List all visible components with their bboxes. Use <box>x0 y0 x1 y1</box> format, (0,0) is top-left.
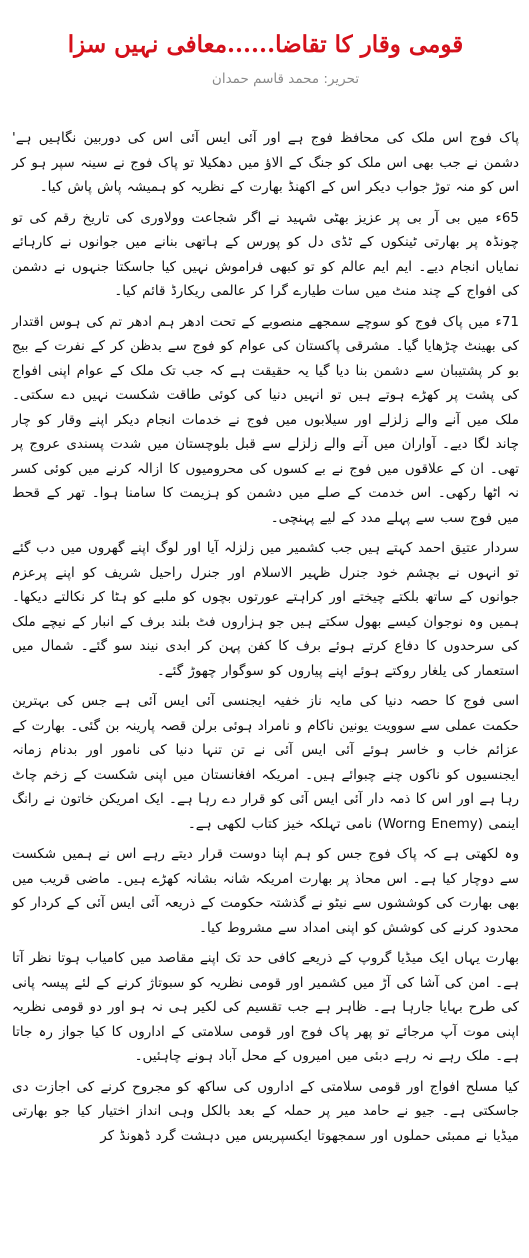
article-paragraph: وہ لکھتی ہے کہ پاک فوج جس کو ہم اپنا دوست قرار دیتے رہے اس نے ہمیں شکست سے دوچار کیا ہے۔ اس محاذ پر بھارت امریکہ شانہ بشانہ کھڑے ہیں۔ ماضی قریب میں بھی بھارت کی کوششوں سے نیٹو نے گذشتہ حکومت کے ذریعہ آئی ایس آئی کے کردار کو محدود کرنے کی کوشش کو اپنی امداد سے مشروط کیا۔ <box>12 846 519 936</box>
article-paragraph: اسی فوج کا حصہ دنیا کی مایہ ناز خفیہ ایجنسی آئی ایس آئی ہے جس کی بہترین حکمت عملی سے سوویت یونین ناکام و نامراد ہوئی برلن قصہ پارینہ بن گئی۔ بھارت کے عزائم خاب و خاسر ہوئے آئی ایس آئی نے تن تنہا دنیا کی نامور اور بدنام زمانہ ایجنسیوں کو ناکوں چنے چبوائے ہیں۔ امریکہ افغانستان میں اپنی شکست کے زخم چاٹ رہا ہے اور اس کا ذمہ دار آئی ایس آئی کو قرار دے رہا ہے۔ ایک امریکن خاتون نے رانگ اینمی (Worng Enemy) نامی تہلکہ خیز کتاب لکھی ہے۔ <box>12 693 519 832</box>
article-paragraph: پاک فوج اس ملک کی محافظ فوج ہے اور آئی ایس آئی اس کی دوربین نگاہیں ہے' دشمن نے جب بھی اس ملک کو جنگ کے الاؤ میں دھکیلا تو پاک فوج نے سینہ سپر ہو کر اس کو منہ توڑ جواب دیکر اس کے اکھنڈ بھارت کے نظریہ کو ہمیشہ پاش پاش کیا۔ <box>12 130 519 195</box>
article-title: قومی وقار کا تقاضا......معافی نہیں سزا <box>67 31 464 58</box>
article-paragraph: 65ء میں بی آر بی پر عزیز بھٹی شہید نے اگر شجاعت وولاوری کی تاریخ رقم کی تو چونڈہ پر بھارتی ٹینکوں کے ٹڈی دل کو پورس کے ہاتھی بنانے میں جوانوں نے کارہائے نمایاں انجام دیے۔ ایم ایم عالم کو تو کبھی فراموش نہیں کیا جاسکتا جنہوں نے دشمن کی افواج کے چند منٹ میں سات طیارے گرا کر عالمی ریکارڈ قائم کیا۔ <box>12 209 519 299</box>
article-paragraph: بھارت یہاں ایک میڈیا گروپ کے ذریعے کافی حد تک اپنے مقاصد میں کامیاب ہوتا نظر آتا ہے۔ امن کی آشا کی آڑ میں کشمیر اور قومی نظریہ کو سبوتاژ کرنے کے لئے پیسہ پانی کی طرح بہایا جارہا ہے۔ ظاہر ہے جب تقسیم کی لکیر ہی نہ ہو اور دو قومی نظریہ اپنی موت آپ مرجائے تو پھر پاک فوج اور قومی سلامتی کے اداروں کا کیا جواز رہ جاتا ہے۔ ملک رہے نہ رہے دبئی میں امیروں کے محل آباد ہونے چاہئیں۔ <box>12 950 519 1064</box>
article-byline: تحریر: محمد قاسم حمدان <box>211 71 360 87</box>
article-paragraph: سردار عتیق احمد کہتے ہیں جب کشمیر میں زلزلہ آیا اور لوگ اپنے گھروں میں دب گئے تو انہوں نے بچشم خود جنرل ظہیر الاسلام اور جنرل راحیل شریف کو اپنے پرعزم جوانوں کے ساتھ بلکتے چیختے اور کراہتے عورتوں بچوں کو ملبے کو ہٹا کر نکالتے دیکھا۔ ہمیں وہ نوجوان کیسے بھول سکتے ہیں جو ہزاروں فٹ بلند برف کے انبار کے نیچے ملک کی سرحدوں کا دفاع کرتے ہوئے برف کا کفن پہن کر ابدی نیند سو گئے۔ شمال میں استعمار کی یلغار روکتے ہوئے اپنے پیاروں کو سوگوار چھوڑ گئے۔ <box>12 540 519 679</box>
article-paragraph: کیا مسلح افواج اور قومی سلامتی کے اداروں کی ساکھ کو مجروح کرنے کی اجازت دی جاسکتی ہے۔ جیو نے حامد میر پر حملہ کے بعد بالکل وہی انداز اختیار کیا جو بھارتی میڈیا نے ممبئی حملوں اور سمجھوتا ایکسپریس میں دہشت گرد ڈھونڈ کر <box>12 1078 519 1144</box>
article-paragraph: 71ء میں پاک فوج کو سوچے سمجھے منصوبے کے تحت ادھر ہم ادھر تم کی ہوس اقتدار کی بھینٹ چڑھایا گیا۔ مشرقی پاکستان کی عوام کو فوج سے بدظن کر کے نفرت کے بیج بو کر پشتیبان سے دشمن بنا دیا گیا یہ حقیقت ہے کہ جب تک ملک کے عوام اپنی افواج کی پشت پر کھڑے ہوتے ہیں تو انہیں دنیا کی کوئی طاقت شکست نہیں دے سکتی۔ ملک میں آنے والے زلزلے اور سیلابوں میں فوج نے خدمات انجام دیکر اپنے وقار کو چار چاند لگا دیے۔ آواران میں آنے والے زلزلے سے قبل بلوچستان میں شدت پسندی عروج پر تھی۔ ان کے علاقوں میں فوج نے بے کسوں کی محرومیوں کا ازالہ کرنے میں کوئی کسر نہ اٹھا رکھی۔ اس خدمت کے صلے میں دشمن کو ہزیمت کا سامنا ہوا۔ تھر کے قحط میں فوج سب سے پہلے مدد کے لیے پہنچی۔ <box>12 313 519 526</box>
